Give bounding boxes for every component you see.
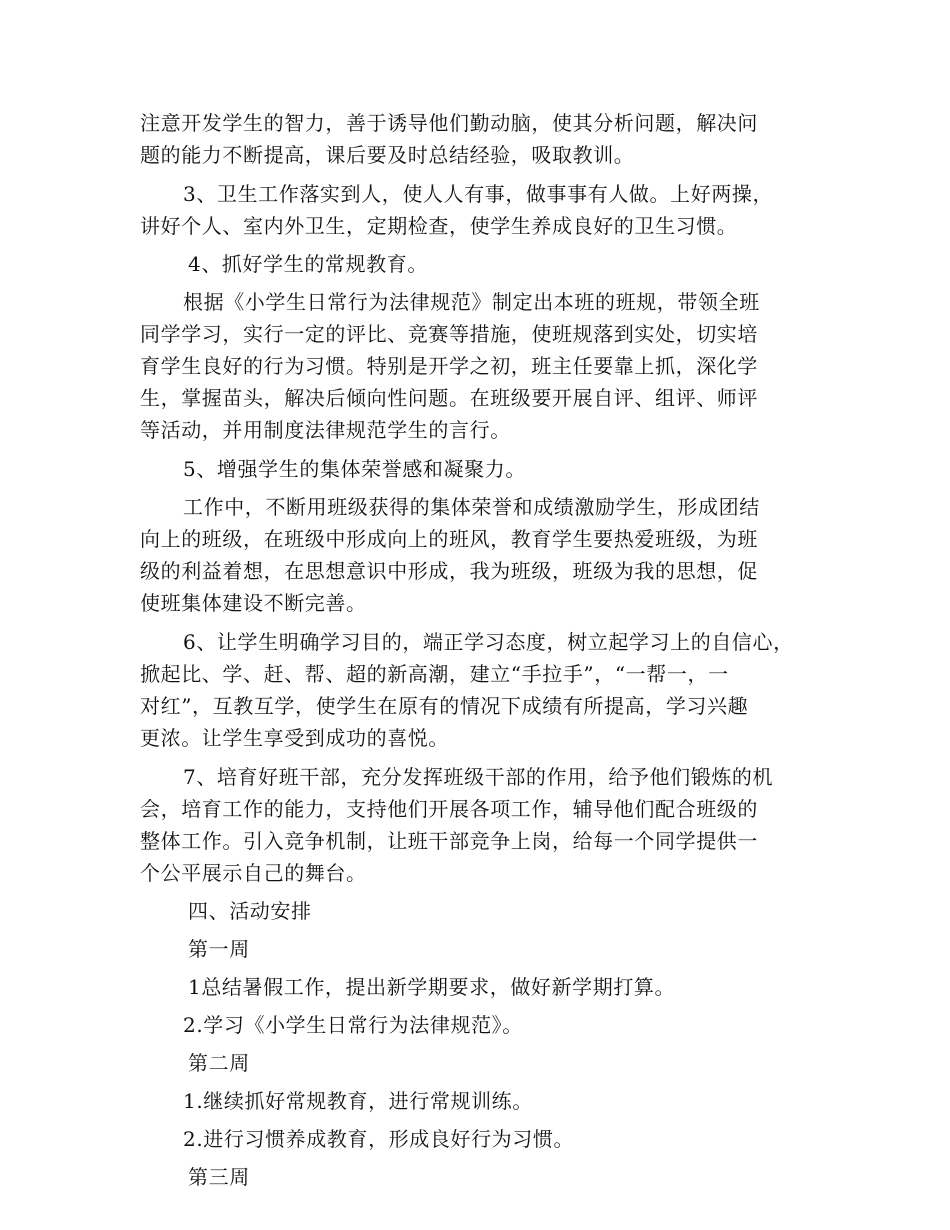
week-heading: 第二周 bbox=[188, 1051, 250, 1075]
text-line: 3、卫生工作落实到人，使人人有事，做事事有人做。上好两操， bbox=[183, 182, 774, 206]
text-line: 6、让学生明确学习目的，端正学习态度，树立起学习上的自信心， bbox=[183, 630, 794, 654]
text-line: 会，培育工作的能力，支持他们开展各项工作，辅导他们配合班级的 bbox=[140, 797, 758, 821]
week-heading: 第三周 bbox=[188, 1165, 250, 1189]
text-line: 使班集体建设不断完善。 bbox=[140, 591, 367, 615]
week-heading: 第一周 bbox=[188, 937, 250, 961]
list-item: 1总结暑假工作，提出新学期要求，做好新学期打算。 bbox=[188, 975, 676, 999]
text-line: 注意开发学生的智力，善于诱导他们勤动脑，使其分析问题，解决问 bbox=[140, 111, 758, 135]
list-item: 2.进行习惯养成教育，形成良好行为习惯。 bbox=[183, 1127, 575, 1151]
text-line: 对红”，互教互学，使学生在原有的情况下成绩有所提高，学习兴趣 bbox=[140, 694, 749, 718]
text-line: 根据《小学生日常行为法律规范》制定出本班的班规，带领全班 bbox=[183, 290, 760, 314]
text-line: 更浓。让学生享受到成功的喜悦。 bbox=[140, 726, 449, 750]
text-line: 向上的班级，在班级中形成向上的班风，教育学生要热爱班级，为班 bbox=[140, 527, 758, 551]
text-line: 级的利益着想，在思想意识中形成，我为班级，班级为我的思想，促 bbox=[140, 559, 758, 583]
text-line: 等活动，并用制度法律规范学生的言行。 bbox=[140, 418, 511, 442]
section-heading: 四、活动安排 bbox=[188, 899, 312, 923]
text-line: 5、增强学生的集体荣誉感和凝聚力。 bbox=[183, 457, 526, 481]
text-line: 生，掌握苗头，解决后倾向性问题。在班级要开展自评、组评、师评 bbox=[140, 386, 758, 410]
text-line: 个公平展示自己的舞台。 bbox=[140, 861, 367, 885]
text-line: 整体工作。引入竞争机制，让班干部竞争上岗，给每一个同学提供一 bbox=[140, 829, 758, 853]
list-item: 1.继续抓好常规教育，进行常规训练。 bbox=[183, 1089, 533, 1113]
text-line: 工作中，不断用班级获得的集体荣誉和成绩激励学生，形成团结 bbox=[183, 495, 760, 519]
text-line: 育学生良好的行为习惯。特别是开学之初，班主任要靠上抓，深化学 bbox=[140, 354, 758, 378]
text-line: 题的能力不断提高，课后要及时总结经验，吸取教训。 bbox=[140, 143, 635, 167]
list-item: 2.学习《小学生日常行为法律规范》。 bbox=[183, 1013, 523, 1037]
text-line: 同学学习，实行一定的评比、竞赛等措施，使班规落到实处，切实培 bbox=[140, 322, 758, 346]
text-line: 掀起比、学、赶、帮、超的新高潮，建立“手拉手”，“一帮一，一 bbox=[140, 662, 729, 686]
text-line: 7、培育好班干部，充分发挥班级干部的作用，给予他们锻炼的机 bbox=[183, 765, 774, 789]
text-line: 4、抓好学生的常规教育。 bbox=[188, 252, 428, 276]
text-line: 讲好个人、室内外卫生，定期检查，使学生养成良好的卫生习惯。 bbox=[140, 214, 738, 238]
